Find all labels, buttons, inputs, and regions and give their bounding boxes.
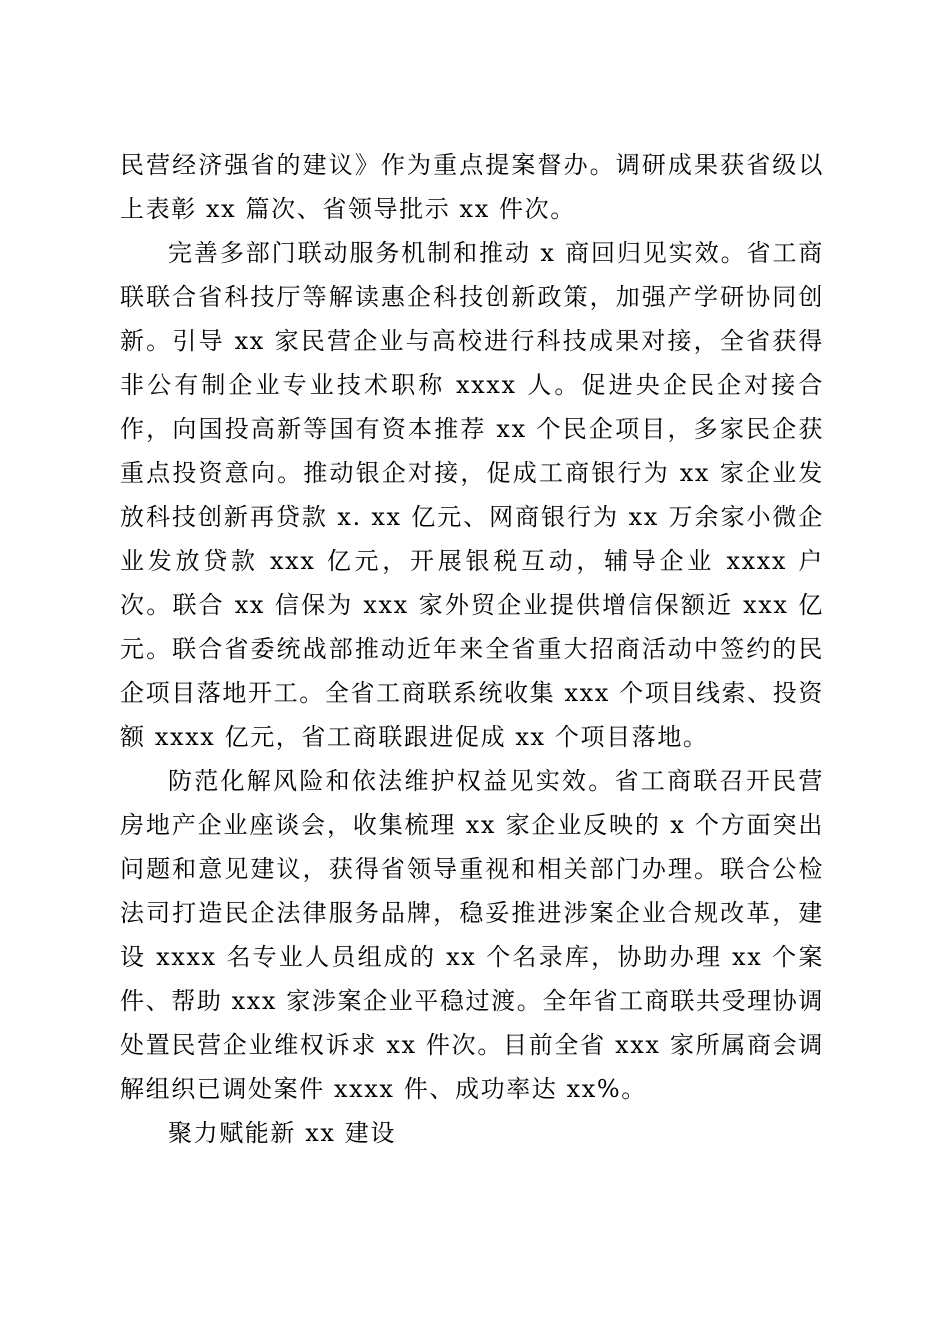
- paragraph-continuation: 民营经济强省的建议》作为重点提案督办。调研成果获省级以上表彰 xx 篇次、省领导批示 xx 件次。: [120, 151, 824, 223]
- document-body: [120, 143, 824, 1155]
- paragraph-multi-department-service: 完善多部门联动服务机制和推动 x 商回归见实效。省工商联联合省科技厅等解读惠企科技创新政策，加强产学研协同创新。引导 xx 家民营企业与高校进行科技成果对接，全省获得非公有制企业专业技术职称 xxxx 人。促进央企民企对接合作，向国投高新等国有资本推荐 xx 个民企项目，多家民企获重点投资意向。推动银企对接，促成工商银行为 xx 家企业发放科技创新再贷款 x. xx 亿元、网商银行为 xx 万余家小微企业发放贷款 xxx 亿元，开展银税互动，辅导企业 xxxx 户次。联合 xx 信保为 xxx 家外贸企业提供增信保额近 xxx 亿元。联合省委统战部推动近年来全省重大招商活动中签约的民企项目落地开工。全省工商联系统收集 xxx 个项目线索、投资额 xxxx 亿元，省工商联跟进促成 xx 个项目落地。: [120, 239, 824, 751]
- paragraph-risk-and-rights: 防范化解风险和依法维护权益见实效。省工商联召开民营房地产企业座谈会，收集梳理 xx 家企业反映的 x 个方面突出问题和意见建议，获得省领导重视和相关部门办理。联合公检法司打造民企法律服务品牌，稳妥推进涉案企业合规改革，建设 xxxx 名专业人员组成的 xx 个名录库，协助办理 xx 个案件、帮助 xxx 家涉案企业平稳过渡。全年省工商联共受理协调处置民营企业维权诉求 xx 件次。目前全省 xxx 家所属商会调解组织已调处案件 xxxx 件、成功率达 xx%。: [120, 767, 824, 1103]
- section-heading-empowerment: 聚力赋能新 xx 建设: [168, 1119, 396, 1147]
